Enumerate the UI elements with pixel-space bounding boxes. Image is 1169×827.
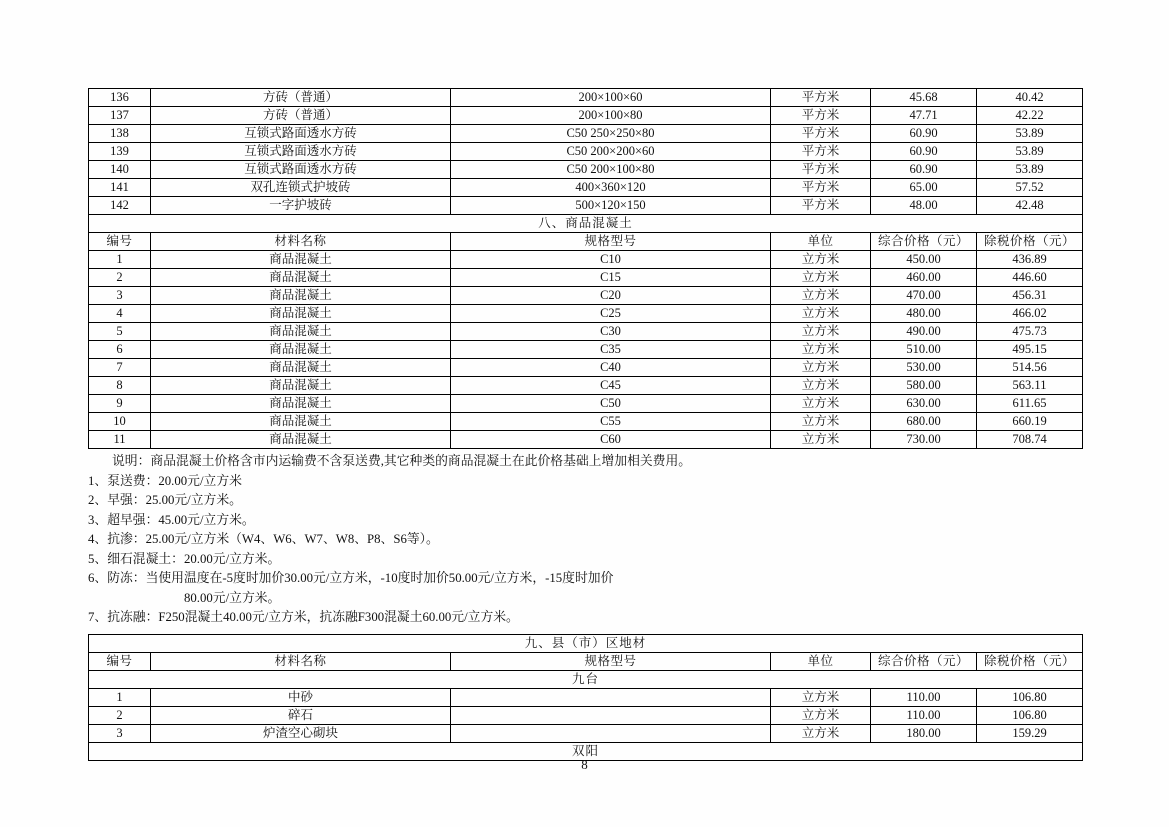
table-row — [89, 413, 1083, 431]
cell-net: 563.11 — [977, 377, 1083, 395]
cell-spec: C50 — [451, 395, 771, 413]
section-title-row — [89, 634, 1083, 652]
cell-spec — [451, 706, 771, 724]
cell-price: 470.00 — [871, 287, 977, 305]
cell-name: 方砖（普通） — [151, 89, 451, 107]
cell-price: 730.00 — [871, 431, 977, 449]
table-row — [89, 724, 1083, 742]
cell-net: 159.29 — [977, 724, 1083, 742]
cell-name: 商品混凝土 — [151, 287, 451, 305]
cell-no: 3 — [89, 724, 151, 742]
cell-net: 611.65 — [977, 395, 1083, 413]
cell-net: 53.89 — [977, 125, 1083, 143]
cell-price: 580.00 — [871, 377, 977, 395]
cell-spec — [451, 724, 771, 742]
cell-net: 106.80 — [977, 688, 1083, 706]
cell-net: 42.22 — [977, 107, 1083, 125]
note-item: 5、细石混凝土：20.00元/立方米。 — [88, 551, 281, 566]
table-row — [89, 107, 1083, 125]
note-item-cont: 80.00元/立方米。 — [184, 590, 281, 605]
cell-spec: C15 — [451, 269, 771, 287]
cell-spec: 200×100×60 — [451, 89, 771, 107]
cell-no: 4 — [89, 305, 151, 323]
cell-unit: 平方米 — [771, 179, 871, 197]
cell-name: 互锁式路面透水方砖 — [151, 143, 451, 161]
cell-spec: 500×120×150 — [451, 197, 771, 215]
header-price: 综合价格（元） — [871, 652, 977, 670]
cell-unit: 立方米 — [771, 359, 871, 377]
cell-unit: 立方米 — [771, 395, 871, 413]
notes-block — [88, 452, 1082, 628]
cell-no: 138 — [89, 125, 151, 143]
header-net: 除税价格（元） — [977, 233, 1083, 251]
cell-price: 460.00 — [871, 269, 977, 287]
cell-net: 456.31 — [977, 287, 1083, 305]
cell-net: 53.89 — [977, 161, 1083, 179]
cell-no: 3 — [89, 287, 151, 305]
cell-price: 65.00 — [871, 179, 977, 197]
cell-spec: C45 — [451, 377, 771, 395]
cell-price: 110.00 — [871, 688, 977, 706]
cell-unit: 立方米 — [771, 688, 871, 706]
cell-name: 一字护坡砖 — [151, 197, 451, 215]
section-title-row — [89, 215, 1083, 233]
cell-unit: 立方米 — [771, 305, 871, 323]
cell-unit: 立方米 — [771, 323, 871, 341]
note-item: 6、防冻：当使用温度在-5度时加价30.00元/立方米，-10度时加价50.00元/立方米，-15度时加价 — [88, 571, 614, 585]
cell-net: 42.48 — [977, 197, 1083, 215]
cell-net: 466.02 — [977, 305, 1083, 323]
table-header-row — [89, 233, 1083, 251]
cell-name: 炉渣空心砌块 — [151, 724, 451, 742]
cell-name: 商品混凝土 — [151, 251, 451, 269]
cell-unit: 立方米 — [771, 413, 871, 431]
table-row — [89, 179, 1083, 197]
cell-no: 139 — [89, 143, 151, 161]
cell-no: 141 — [89, 179, 151, 197]
table-row — [89, 197, 1083, 215]
cell-unit: 立方米 — [771, 287, 871, 305]
cell-name: 双孔连锁式护坡砖 — [151, 179, 451, 197]
cell-no: 142 — [89, 197, 151, 215]
cell-no: 8 — [89, 377, 151, 395]
cell-net: 495.15 — [977, 341, 1083, 359]
table-row — [89, 359, 1083, 377]
header-unit: 单位 — [771, 233, 871, 251]
cell-unit: 平方米 — [771, 89, 871, 107]
cell-unit: 平方米 — [771, 143, 871, 161]
cell-name: 互锁式路面透水方砖 — [151, 161, 451, 179]
cell-no: 137 — [89, 107, 151, 125]
cell-no: 2 — [89, 706, 151, 724]
table-row — [89, 251, 1083, 269]
cell-spec: C20 — [451, 287, 771, 305]
cell-no: 1 — [89, 251, 151, 269]
table-row — [89, 688, 1083, 706]
table-row — [89, 143, 1083, 161]
cell-price: 60.90 — [871, 143, 977, 161]
cell-unit: 平方米 — [771, 125, 871, 143]
brick-price-table — [88, 88, 1083, 449]
cell-spec — [451, 688, 771, 706]
cell-spec: C50 200×200×60 — [451, 143, 771, 161]
cell-name: 商品混凝土 — [151, 359, 451, 377]
header-no: 编号 — [89, 652, 151, 670]
cell-net: 514.56 — [977, 359, 1083, 377]
cell-price: 490.00 — [871, 323, 977, 341]
subsection-jiutai: 九台 — [89, 670, 1083, 688]
cell-spec: 200×100×80 — [451, 107, 771, 125]
note-intro: 说明：商品混凝土价格含市内运输费不含泵送费,其它种类的商品混凝土在此价格基础上增加相关费用。 — [112, 454, 692, 468]
cell-name: 互锁式路面透水方砖 — [151, 125, 451, 143]
cell-name: 商品混凝土 — [151, 377, 451, 395]
cell-unit: 立方米 — [771, 431, 871, 449]
cell-no: 7 — [89, 359, 151, 377]
cell-no: 5 — [89, 323, 151, 341]
cell-unit: 平方米 — [771, 197, 871, 215]
cell-no: 11 — [89, 431, 151, 449]
table-row — [89, 305, 1083, 323]
header-spec: 规格型号 — [451, 652, 771, 670]
cell-unit: 立方米 — [771, 377, 871, 395]
cell-name: 商品混凝土 — [151, 395, 451, 413]
table-row — [89, 89, 1083, 107]
cell-unit: 立方米 — [771, 724, 871, 742]
table-row — [89, 269, 1083, 287]
table-header-row — [89, 652, 1083, 670]
cell-price: 680.00 — [871, 413, 977, 431]
note-item: 3、超早强：45.00元/立方米。 — [88, 512, 255, 527]
cell-unit: 立方米 — [771, 706, 871, 724]
cell-unit: 立方米 — [771, 341, 871, 359]
cell-net: 53.89 — [977, 143, 1083, 161]
cell-net: 660.19 — [977, 413, 1083, 431]
cell-name: 商品混凝土 — [151, 323, 451, 341]
cell-unit: 平方米 — [771, 107, 871, 125]
cell-name: 碎石 — [151, 706, 451, 724]
cell-name: 商品混凝土 — [151, 269, 451, 287]
cell-price: 60.90 — [871, 161, 977, 179]
cell-unit: 立方米 — [771, 251, 871, 269]
cell-no: 2 — [89, 269, 151, 287]
cell-net: 40.42 — [977, 89, 1083, 107]
cell-price: 180.00 — [871, 724, 977, 742]
header-name: 材料名称 — [151, 233, 451, 251]
county-material-table — [88, 634, 1083, 761]
subsection-row — [89, 670, 1083, 688]
cell-net: 106.80 — [977, 706, 1083, 724]
cell-spec: C30 — [451, 323, 771, 341]
cell-spec: C35 — [451, 341, 771, 359]
page-number: 8 — [581, 757, 588, 772]
note-item: 7、抗冻融：F250混凝土40.00元/立方米，抗冻融F300混凝土60.00元/立方米。 — [88, 610, 519, 624]
table-row — [89, 341, 1083, 359]
page-content — [88, 88, 1082, 761]
note-item: 4、抗渗：25.00元/立方米（W4、W6、W7、W8、P8、S6等）。 — [88, 532, 439, 546]
table-row — [89, 431, 1083, 449]
cell-no: 10 — [89, 413, 151, 431]
cell-price: 48.00 — [871, 197, 977, 215]
cell-price: 510.00 — [871, 341, 977, 359]
table-row — [89, 706, 1083, 724]
cell-no: 136 — [89, 89, 151, 107]
cell-spec: C50 200×100×80 — [451, 161, 771, 179]
header-spec: 规格型号 — [451, 233, 771, 251]
table-row — [89, 377, 1083, 395]
cell-spec: C50 250×250×80 — [451, 125, 771, 143]
cell-net: 57.52 — [977, 179, 1083, 197]
cell-unit: 平方米 — [771, 161, 871, 179]
table-row — [89, 161, 1083, 179]
cell-net: 475.73 — [977, 323, 1083, 341]
cell-no: 1 — [89, 688, 151, 706]
cell-net: 446.60 — [977, 269, 1083, 287]
cell-price: 480.00 — [871, 305, 977, 323]
cell-name: 商品混凝土 — [151, 305, 451, 323]
cell-spec: 400×360×120 — [451, 179, 771, 197]
header-name: 材料名称 — [151, 652, 451, 670]
section-title-county: 九、县（市）区地材 — [89, 634, 1083, 652]
cell-name: 中砂 — [151, 688, 451, 706]
table-row — [89, 125, 1083, 143]
cell-price: 630.00 — [871, 395, 977, 413]
cell-no: 9 — [89, 395, 151, 413]
cell-price: 110.00 — [871, 706, 977, 724]
cell-name: 商品混凝土 — [151, 413, 451, 431]
cell-price: 60.90 — [871, 125, 977, 143]
cell-price: 450.00 — [871, 251, 977, 269]
header-unit: 单位 — [771, 652, 871, 670]
cell-spec: C40 — [451, 359, 771, 377]
cell-net: 708.74 — [977, 431, 1083, 449]
note-item: 1、泵送费：20.00元/立方米 — [88, 473, 242, 488]
table-row — [89, 287, 1083, 305]
cell-no: 6 — [89, 341, 151, 359]
header-price: 综合价格（元） — [871, 233, 977, 251]
note-item: 2、早强：25.00元/立方米。 — [88, 493, 242, 507]
cell-no: 140 — [89, 161, 151, 179]
cell-price: 45.68 — [871, 89, 977, 107]
cell-price: 530.00 — [871, 359, 977, 377]
cell-spec: C25 — [451, 305, 771, 323]
cell-spec: C60 — [451, 431, 771, 449]
cell-name: 商品混凝土 — [151, 341, 451, 359]
subsection-shuangyang: 双阳 — [89, 742, 1083, 760]
cell-spec: C55 — [451, 413, 771, 431]
header-net: 除税价格（元） — [977, 652, 1083, 670]
cell-unit: 立方米 — [771, 269, 871, 287]
cell-name: 方砖（普通） — [151, 107, 451, 125]
section-title-concrete: 八、商品混凝土 — [89, 215, 1083, 233]
table-row — [89, 395, 1083, 413]
cell-name: 商品混凝土 — [151, 431, 451, 449]
header-no: 编号 — [89, 233, 151, 251]
cell-spec: C10 — [451, 251, 771, 269]
cell-net: 436.89 — [977, 251, 1083, 269]
cell-price: 47.71 — [871, 107, 977, 125]
table-row — [89, 323, 1083, 341]
